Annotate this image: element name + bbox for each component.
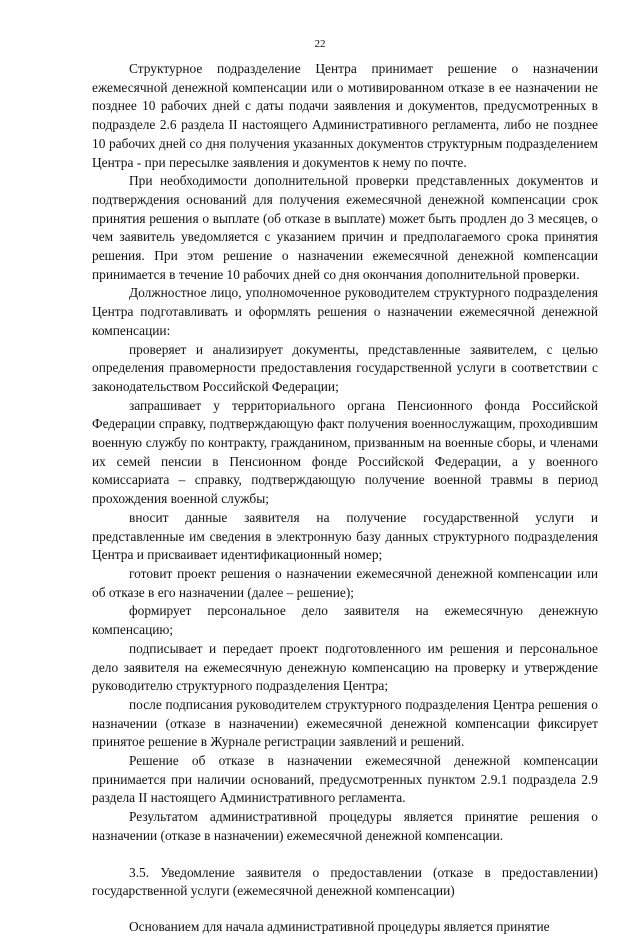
paragraph-official-duties: Должностное лицо, уполномоченное руководителем структурного подразделения Центра подготавливать и оформлять решения о назначении ежемесячной денежной компенсации: <box>92 285 598 338</box>
duty-item-form-personal-file: формирует персональное дело заявителя на ежемесячную денежную компенсацию; <box>92 603 598 638</box>
duty-item-check-documents: проверяет и анализирует документы, представленные заявителем, с целью определения правомерности предоставления государственной услуги в соответствии с законодательством Российской Федерации; <box>92 341 598 394</box>
duty-item-enter-database: вносит данные заявителя на получение государственной услуги и представленные им сведения в электронную базу данных структурного подразделения Центра и присваивает идентификационный номер; <box>92 509 598 563</box>
page-number: 22 <box>314 38 326 50</box>
duty-item-register-decision: после подписания руководителем структурного подразделения Центра решения о назначении (отказе в назначении) ежемесячной денежной компенсации фиксирует принятое решение в Журнале регистрации заявлений и решений. <box>92 696 598 750</box>
paragraph-procedure-result: Результатом административной процедуры является принятие решения о назначении (отказе в назначении) ежемесячной денежной компенсации. <box>92 809 598 843</box>
paragraph-refusal-grounds: Решение об отказе в назначении ежемесячной денежной компенсации принимается при наличии оснований, предусмотренных пунктом 2.9.1 подраздела 2.9 раздела II настоящего Административного регламента. <box>92 753 598 806</box>
paragraph-decision-deadline: Структурное подразделение Центра принимает решение о назначении ежемесячной денежной компенсации или о мотивированном отказе в ее назначении не позднее 10 рабочих дней с даты подачи заявления и документов, предусмотренных в подразделе 2.6 раздела II настоящего Административного регламента, либо не позднее 10 рабочих дней со дня получения указанных документов структурным подразделением Центра - при пересылке заявления и документов к нему по почте. <box>92 61 598 170</box>
duty-item-request-pension-certificate: запрашивает у территориального органа Пенсионного фонда Российской Федерации справку, подтверждающую факт получения военнослужащим, проходившим военную службу по контракту, гражданином, призванным на военные сборы, и членами их семей пенсии в Пенсионном фонде Российской Федерации, а у военного комиссариата – справку, подтверждающую получение военной травмы в период прохождения военной службы; <box>92 397 598 507</box>
document-body <box>92 60 598 937</box>
duty-item-submit-for-approval: подписывает и передает проект подготовленного им решения и персональное дело заявителя на ежемесячную денежную компенсацию на проверку и утверждение руководителю структурного подразделения Центра; <box>92 640 598 694</box>
paragraph-additional-check: При необходимости дополнительной проверки представленных документов и подтверждения оснований для получения ежемесячной денежной компенсации срок принятия решения о выплате (об отказе в выплате) может быть продлен до 3 месяцев, о чем заявитель уведомляется с указанием причин и предполагаемого срока принятия решения. При этом решение о назначении ежемесячной денежной компенсации принимается в течение 10 рабочих дней со дня окончания дополнительной проверки. <box>92 173 598 282</box>
section-heading: 3.5. Уведомление заявителя о предоставлении (отказе в предоставлении) государственной услуги (ежемесячной денежной компенсации) <box>92 864 598 899</box>
duty-item-prepare-draft: готовит проект решения о назначении ежемесячной денежной компенсации или об отказе в его назначении (далее – решение); <box>92 565 598 600</box>
paragraph-procedure-basis: Основанием для начала административной процедуры является принятие <box>129 918 550 934</box>
